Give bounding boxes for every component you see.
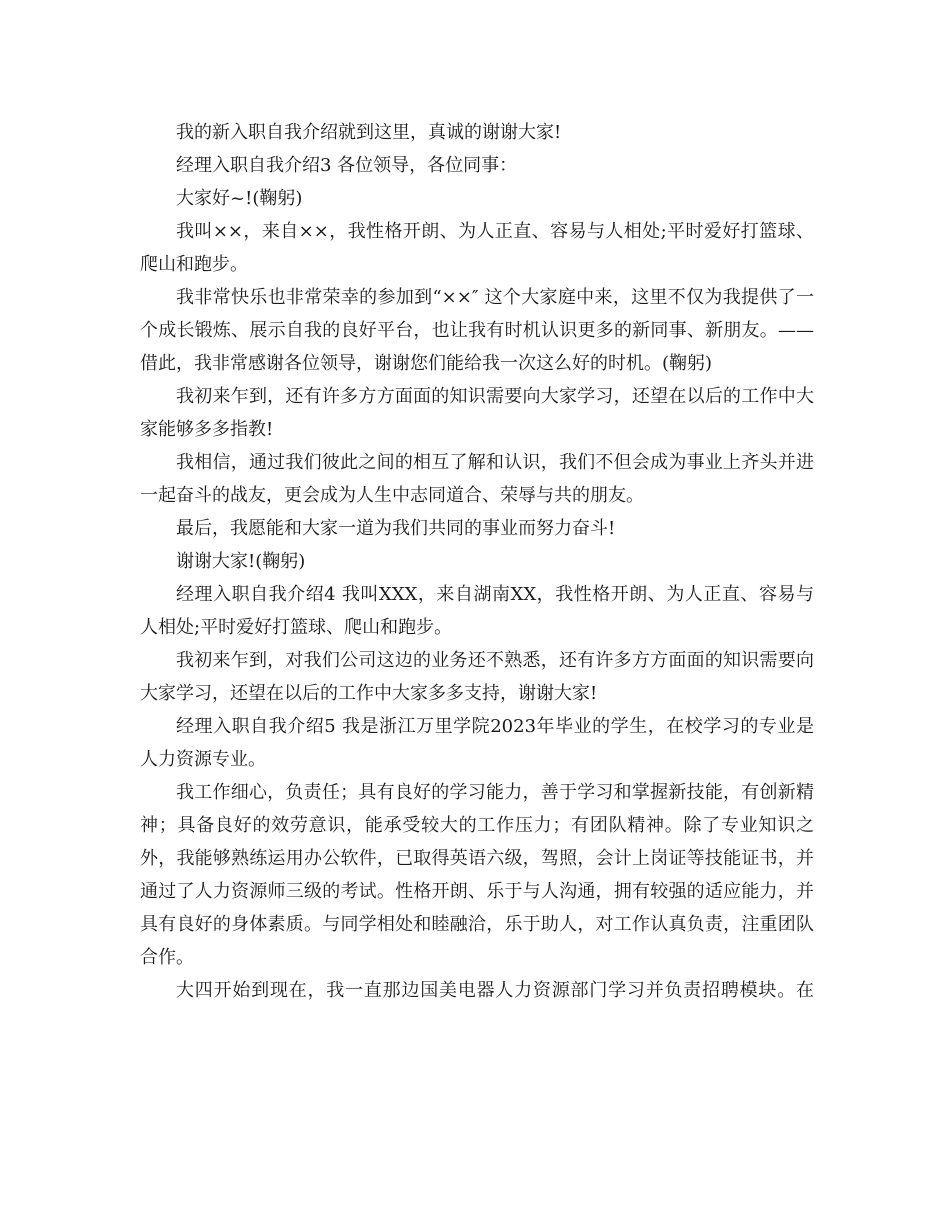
paragraph: 我工作细心，负责任；具有良好的学习能力，善于学习和掌握新技能，有创新精神；具备良好的效劳意识，能承受较大的工作压力；有团队精神。除了专业知识之外，我能够熟练运用办公软件，已取得英语六级，驾照，会计上岗证等技能证书，并通过了人力资源师三级的考试。性格开朗、乐于与人沟通，拥有较强的适应能力，并具有良好的身体素质。与同学相处和睦融洽，乐于助人，对工作认真负责，注重团队合作。 — [140, 782, 814, 968]
paragraph: 最后，我愿能和大家一道为我们共同的事业而努力奋斗! — [176, 518, 616, 539]
paragraph: 大四开始到现在，我一直那边国美电器人力资源部门学习并负责招聘模块。在 — [176, 980, 814, 1001]
paragraph: 我相信，通过我们彼此之间的相互了解和认识，我们不但会成为事业上齐头并进一起奋斗的战友，更会成为人生中志同道合、荣辱与共的朋友。 — [140, 452, 814, 506]
paragraph: 我初来乍到，对我们公司这边的业务还不熟悉，还有许多方方面面的知识需要向大家学习，还望在以后的工作中大家多多支持，谢谢大家! — [140, 650, 814, 704]
paragraph: 我的新入职自我介绍就到这里，真诚的谢谢大家! — [176, 122, 562, 143]
paragraph: 经理入职自我介绍5 我是浙江万里学院2023年毕业的学生，在校学习的专业是人力资源专业。 — [140, 716, 814, 770]
paragraph: 我叫××，来自××，我性格开朗、为人正直、容易与人相处;平时爱好打篮球、爬山和跑步。 — [140, 221, 814, 275]
paragraph: 谢谢大家!(鞠躬) — [176, 551, 306, 572]
paragraph: 我非常快乐也非常荣幸的参加到“××″ 这个大家庭中来，这里不仅为我提供了一个成长锻炼、展示自我的良好平台，也让我有时机认识更多的新同事、新朋友。——借此，我非常感谢各位领导，谢谢您们能给我一次这么好的时机。(鞠躬) — [140, 287, 814, 374]
paragraph: 我初来乍到，还有许多方方面面的知识需要向大家学习，还望在以后的工作中大家能够多多指教! — [140, 386, 814, 440]
paragraph: 经理入职自我介绍4 我叫XXX，来自湖南XX，我性格开朗、为人正直、容易与人相处;平时爱好打篮球、爬山和跑步。 — [140, 584, 814, 638]
paragraph: 经理入职自我介绍3 各位领导，各位同事： — [176, 155, 518, 176]
paragraph: 大家好~!(鞠躬) — [176, 188, 303, 209]
